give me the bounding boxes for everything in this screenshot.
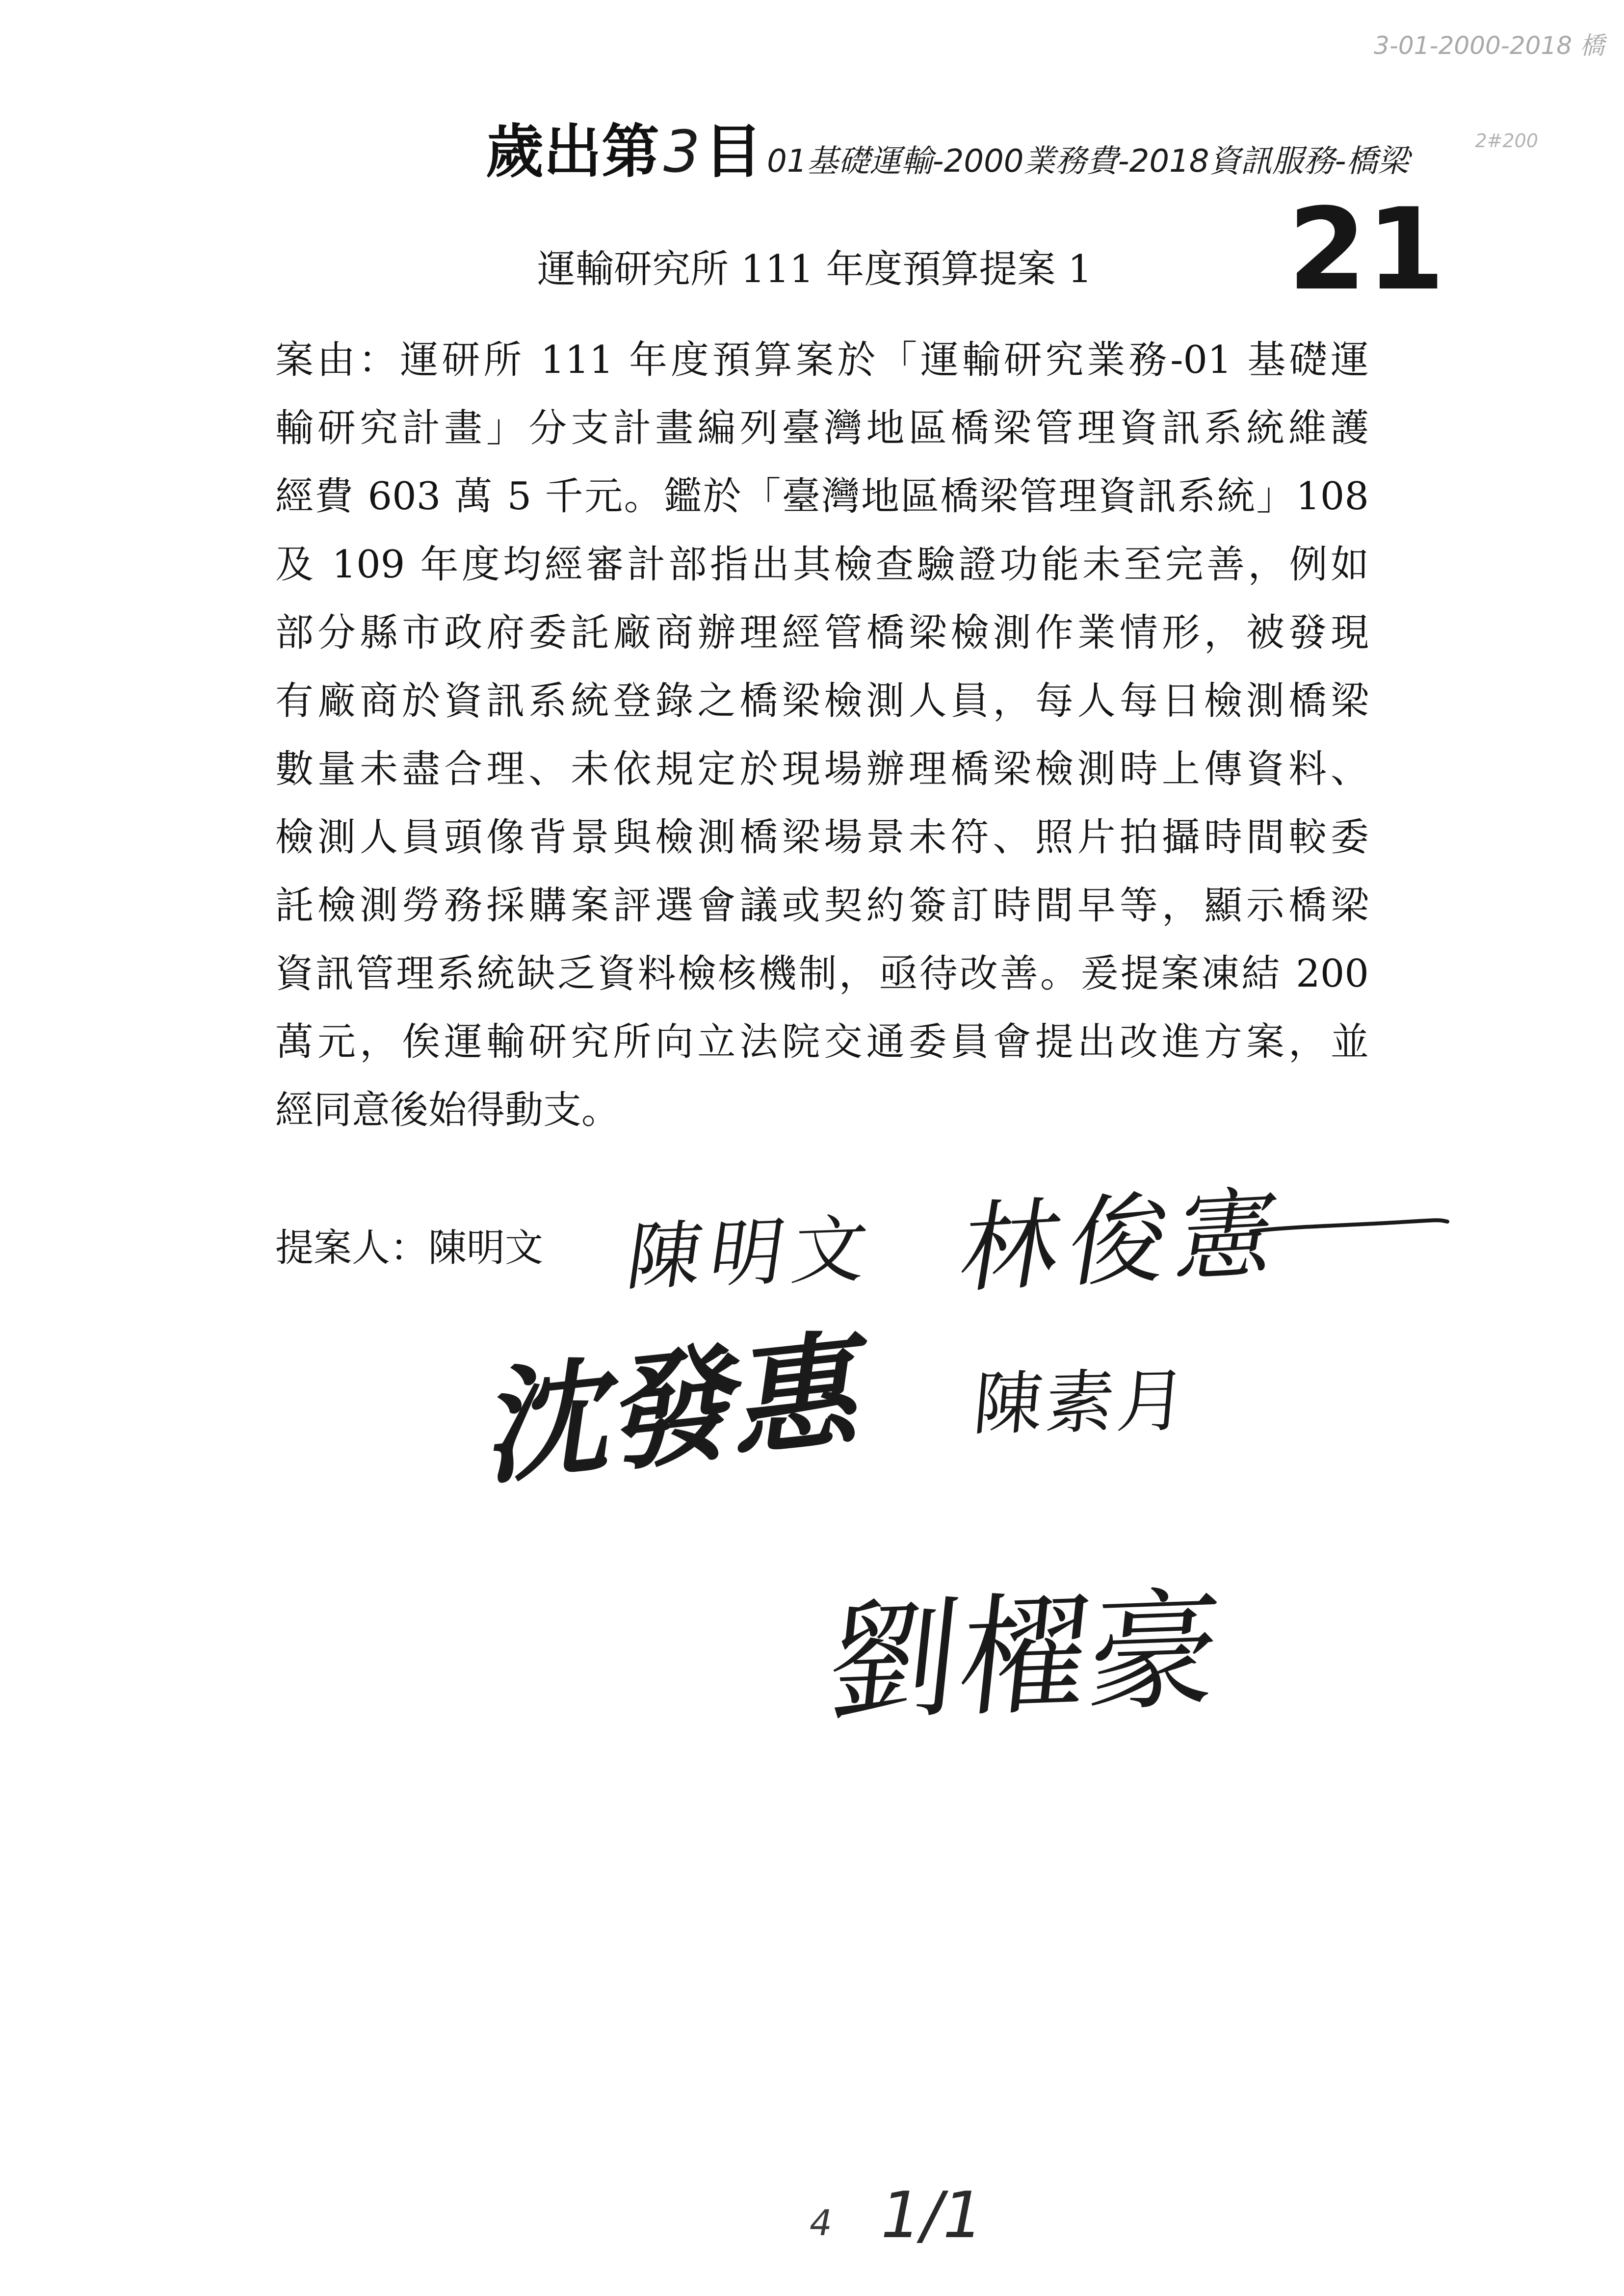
signature: 陳素月 bbox=[970, 1361, 1193, 1445]
proposer-label: 提案人：陳明文 bbox=[275, 1226, 544, 1270]
handwritten-page-count: 1/1 bbox=[881, 2178, 984, 2252]
handwritten-proposal-number: 21 bbox=[1288, 184, 1445, 315]
signature: 劉櫂豪 bbox=[821, 1574, 1228, 1740]
handwritten-budget-code: 3-01-2000-2018 橋 bbox=[1374, 31, 1604, 60]
proposal-body bbox=[275, 326, 1369, 1145]
signature: 陳明文 bbox=[622, 1206, 882, 1301]
handwritten-item-number: 3 bbox=[663, 118, 701, 185]
body-line: 經費 603 萬 5 千元。鑑於「臺灣地區橋梁管理資訊系統」108 bbox=[275, 474, 1369, 519]
signature: 沈發惠 bbox=[481, 1315, 876, 1504]
body-line: 及 109 年度均經審計部指出其檢查驗證功能未至完善，例如 bbox=[275, 543, 1369, 587]
handwritten-category: 01基礎運輸-2000業務費-2018資訊服務-橋梁 bbox=[767, 143, 1409, 180]
handwritten-amount-note: 2#200 bbox=[1475, 130, 1538, 152]
body-line: 案由：運研所 111 年度預算案於「運輸研究業務-01 基礎運 bbox=[275, 338, 1369, 382]
body-line: 輸研究計畫」分支計畫編列臺灣地區橋梁管理資訊系統維護 bbox=[275, 406, 1369, 450]
stamp-prefix: 歲出第 bbox=[486, 117, 660, 185]
body-line: 有廠商於資訊系統登錄之橋梁檢測人員，每人每日檢測橋梁 bbox=[275, 679, 1369, 723]
body-line: 數量未盡合理、未依規定於現場辦理橋梁檢測時上傳資料、 bbox=[275, 747, 1369, 791]
stamp-suffix: 目 bbox=[704, 117, 762, 185]
body-line: 託檢測勞務採購案評選會議或契約簽訂時間早等，顯示橋梁 bbox=[275, 884, 1369, 928]
signature: 林俊憲 bbox=[952, 1174, 1295, 1307]
signature-flourish bbox=[1246, 1197, 1452, 1256]
signature-stroke bbox=[1251, 1220, 1447, 1231]
handwritten-page-number: 4 bbox=[810, 2202, 832, 2244]
body-line: 資訊管理系統缺乏資料檢核機制，亟待改善。爰提案凍結 200 bbox=[275, 952, 1369, 996]
body-line: 部分縣市政府委託廠商辦理經管橋梁檢測作業情形，被發現 bbox=[275, 611, 1369, 655]
document-title: 運輸研究所 111 年度預算提案 1 bbox=[537, 247, 1092, 291]
body-line: 檢測人員頭像背景與檢測橋梁場景未符、照片拍攝時間較委 bbox=[275, 815, 1369, 860]
body-line: 萬元，俟運輸研究所向立法院交通委員會提出改進方案，並 bbox=[275, 1020, 1369, 1064]
body-line: 經同意後始得動支。 bbox=[275, 1088, 620, 1132]
budget-item-header bbox=[486, 117, 1409, 196]
